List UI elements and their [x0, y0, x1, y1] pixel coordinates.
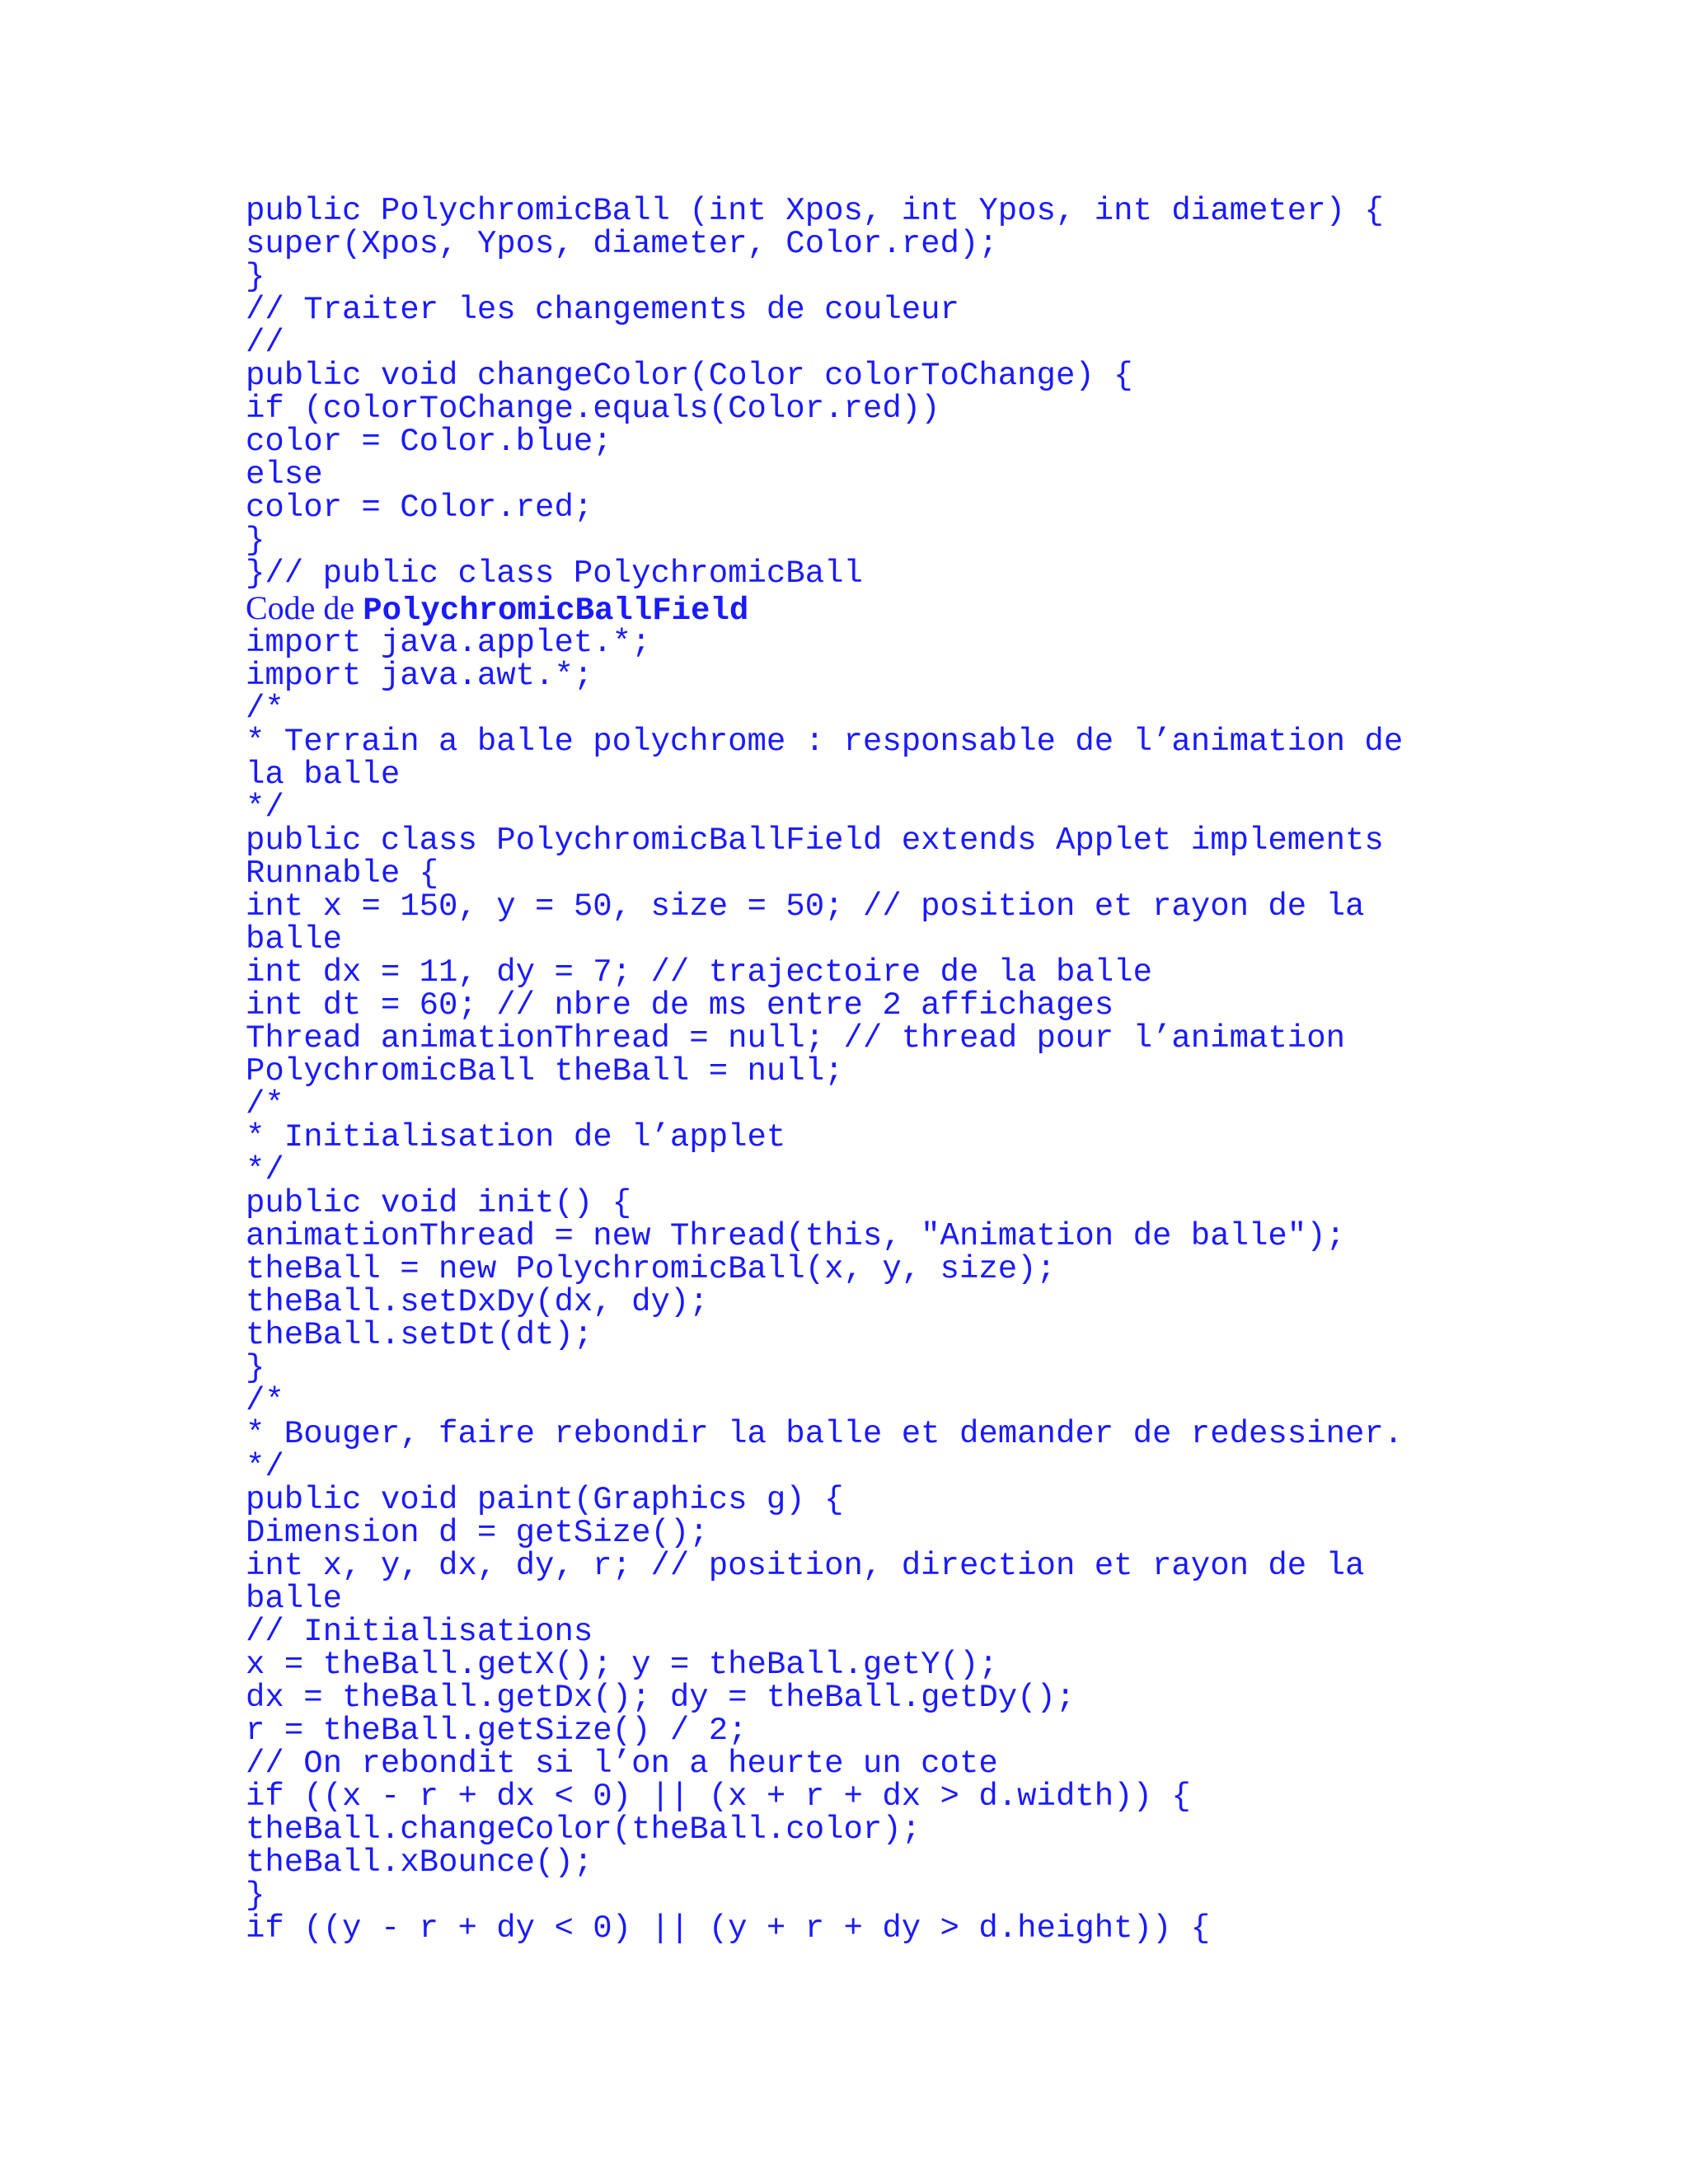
code-line: public void changeColor(Color colorToChange) {	[246, 358, 1133, 394]
code-line: public PolychromicBall (int Xpos, int Ypos, int diameter) {	[246, 193, 1384, 229]
code-line: Runnable {	[246, 855, 439, 892]
code-line: super(Xpos, Ypos, diameter, Color.red);	[246, 226, 998, 262]
section-heading	[246, 589, 1482, 629]
code-line: }	[246, 523, 265, 559]
code-line: theBall.setDxDy(dx, dy);	[246, 1284, 709, 1320]
code-line: /*	[246, 691, 284, 727]
code-line: PolychromicBall theBall = null;	[246, 1053, 844, 1090]
code-line: */	[246, 790, 284, 826]
code-line: if (colorToChange.equals(Color.red))	[246, 391, 940, 427]
code-line: }	[246, 1877, 265, 1914]
code-line: * Bouger, faire rebondir la balle et demander de redessiner.	[246, 1416, 1404, 1452]
code-line: animationThread = new Thread(this, "Animation de balle");	[246, 1218, 1346, 1254]
code-line: }	[246, 1350, 265, 1386]
code-line: int dt = 60; // nbre de ms entre 2 affichages	[246, 987, 1114, 1024]
code-line: color = Color.blue;	[246, 424, 612, 460]
code-line: import java.applet.*;	[246, 625, 651, 661]
heading-prefix: Code de	[246, 589, 363, 626]
code-line: //	[246, 325, 284, 361]
code-line: */	[246, 1152, 284, 1188]
code-line: public class PolychromicBallField extends Applet implements	[246, 823, 1384, 859]
code-block-polychromic-ball	[246, 194, 1482, 590]
code-line: }	[246, 259, 265, 295]
code-listing	[246, 194, 1482, 1945]
code-line: * Terrain a balle polychrome : responsable de l’animation de	[246, 724, 1404, 760]
code-line: int x, y, dx, dy, r; // position, direction et rayon de la	[246, 1548, 1365, 1584]
code-line: int dx = 11, dy = 7; // trajectoire de la balle	[246, 954, 1152, 991]
code-line: theBall.xBounce();	[246, 1844, 593, 1881]
code-line: import java.awt.*;	[246, 658, 593, 694]
code-line: * Initialisation de l’applet	[246, 1119, 786, 1155]
code-line: public void paint(Graphics g) {	[246, 1482, 844, 1518]
code-line: la balle	[246, 757, 401, 793]
code-line: // Traiter les changements de couleur	[246, 292, 959, 328]
code-line: theBall.setDt(dt);	[246, 1317, 593, 1353]
code-line: theBall.changeColor(theBall.color);	[246, 1811, 921, 1848]
code-line: // On rebondit si l’on a heurte un cote	[246, 1746, 998, 1782]
code-line: r = theBall.getSize() / 2;	[246, 1713, 748, 1749]
code-block-polychromic-ball-field	[246, 626, 1482, 1945]
code-line: public void init() {	[246, 1185, 632, 1221]
code-line: if ((y - r + dy < 0) || (y + r + dy > d.height)) {	[246, 1910, 1211, 1947]
code-line: dx = theBall.getDx(); dy = theBall.getDy();	[246, 1680, 1076, 1716]
code-line: if ((x - r + dx < 0) || (x + r + dx > d.width)) {	[246, 1779, 1191, 1815]
code-line: /*	[246, 1383, 284, 1419]
code-line: int x = 150, y = 50, size = 50; // position et rayon de la	[246, 888, 1365, 925]
heading-class-name: PolychromicBallField	[363, 593, 749, 629]
code-line: balle	[246, 1581, 343, 1617]
code-line: /*	[246, 1086, 284, 1122]
code-line: color = Color.red;	[246, 490, 593, 526]
code-line: // Initialisations	[246, 1614, 593, 1650]
code-line: x = theBall.getX(); y = theBall.getY();	[246, 1647, 998, 1683]
code-line: else	[246, 457, 323, 493]
code-line: */	[246, 1449, 284, 1485]
code-line: balle	[246, 921, 343, 958]
code-line: theBall = new PolychromicBall(x, y, size);	[246, 1251, 1056, 1287]
code-line: Thread animationThread = null; // thread pour l’animation	[246, 1020, 1346, 1057]
code-line: Dimension d = getSize();	[246, 1515, 709, 1551]
code-line: }// public class PolychromicBall	[246, 555, 863, 592]
